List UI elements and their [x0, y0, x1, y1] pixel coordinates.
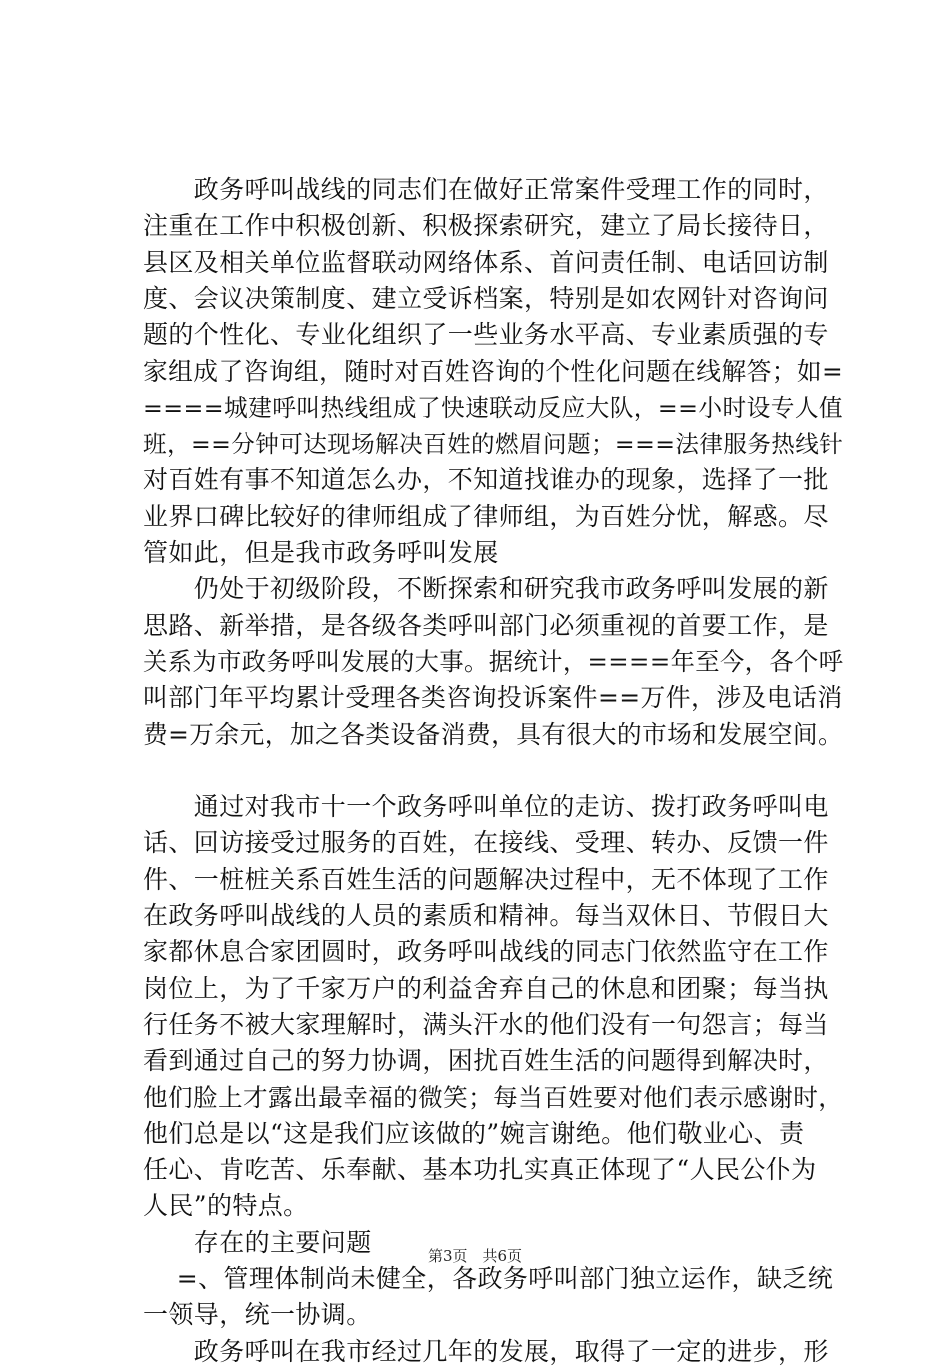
text-line: 政务呼叫在我市经过几年的发展，取得了一定的进步，形 — [143, 1336, 829, 1366]
text-line: 仍处于初级阶段，不断探索和研究我市政务呼叫发展的新 — [143, 574, 829, 604]
text-line: 一领导，统一协调。 — [143, 1300, 372, 1330]
text-line: 在政务呼叫战线的人员的素质和精神。每当双休日、节假日大 — [143, 901, 829, 930]
text-line: 县区及相关单位监督联动网络体系、首问责任制、电话回访制 — [143, 247, 829, 277]
text-line: 叫部门年平均累计受理各类咨询投诉案件==万件，涉及电话消 — [143, 683, 843, 713]
text-line: 他们总是以“这是我们应该做的”婉言谢绝。他们敬业心、责 — [143, 1118, 805, 1148]
text-line: 班，==分钟可达现场解决百姓的燃眉问题；===法律服务热线针 — [143, 430, 843, 459]
page-footer: 第3页 共6页 — [427, 1247, 523, 1265]
text-line: 业界口碑比较好的律师组成了律师组，为百姓分忧，解惑。尽 — [143, 501, 829, 531]
text-line: 管如此，但是我市政务呼叫发展 — [143, 538, 499, 567]
text-line: 行任务不被大家理解时，满头汗水的他们没有一句怨言；每当 — [143, 1009, 829, 1039]
text-line: 注重在工作中积极创新、积极探索研究，建立了局长接待日， — [143, 211, 829, 241]
text-line: 家都休息合家团圆时，政务呼叫战线的同志门依然监守在工作 — [143, 937, 829, 967]
text-line: 件、一桩桩关系百姓生活的问题解决过程中，无不体现了工作 — [143, 864, 829, 894]
text-line: 看到通过自己的努力协调，困扰百姓生活的问题得到解决时， — [143, 1046, 829, 1076]
text-line: 政务呼叫战线的同志们在做好正常案件受理工作的同时， — [143, 175, 829, 204]
text-line: 度、会议决策制度、建立受诉档案，特别是如农网针对咨询问 — [143, 283, 829, 313]
text-line: 存在的主要问题 — [143, 1227, 372, 1257]
text-line: 费=万余元，加之各类设备消费，具有很大的市场和发展空间。 — [143, 719, 843, 749]
text-line: 对百姓有事不知道怎么办，不知道找谁办的现象，选择了一批 — [143, 465, 829, 495]
text-line: ====城建呼叫热线组成了快速联动反应大队，==小时设专人值 — [143, 393, 843, 422]
text-line: 通过对我市十一个政务呼叫单位的走访、拨打政务呼叫电 — [143, 792, 829, 822]
text-line: 家组成了咨询组，随时对百姓咨询的个性化问题在线解答；如= — [143, 356, 843, 386]
text-line: 思路、新举措，是各级各类呼叫部门必须重视的首要工作，是 — [143, 610, 829, 640]
text-line: 话、回访接受过服务的百姓，在接线、受理、转办、反馈一件 — [143, 828, 829, 858]
text-line: 关系为市政务呼叫发展的大事。据统计，====年至今，各个呼 — [143, 646, 843, 676]
text-line: 人民”的特点。 — [143, 1191, 309, 1221]
text-line: 岗位上，为了千家万户的利益舍弃自己的休息和团聚；每当执 — [143, 973, 829, 1003]
text-line: 题的个性化、专业化组织了一些业务水平高、专业素质强的专 — [143, 320, 829, 350]
text-line: 任心、肯吃苦、乐奉献、基本功扎实真正体现了“人民公仆为 — [143, 1155, 817, 1185]
text-line: =、管理体制尚未健全，各政务呼叫部门独立运作，缺乏统 — [143, 1264, 834, 1293]
text-line — [143, 753, 843, 789]
text-line: 他们脸上才露出最幸福的微笑；每当百姓要对他们表示感谢时， — [143, 1082, 843, 1112]
